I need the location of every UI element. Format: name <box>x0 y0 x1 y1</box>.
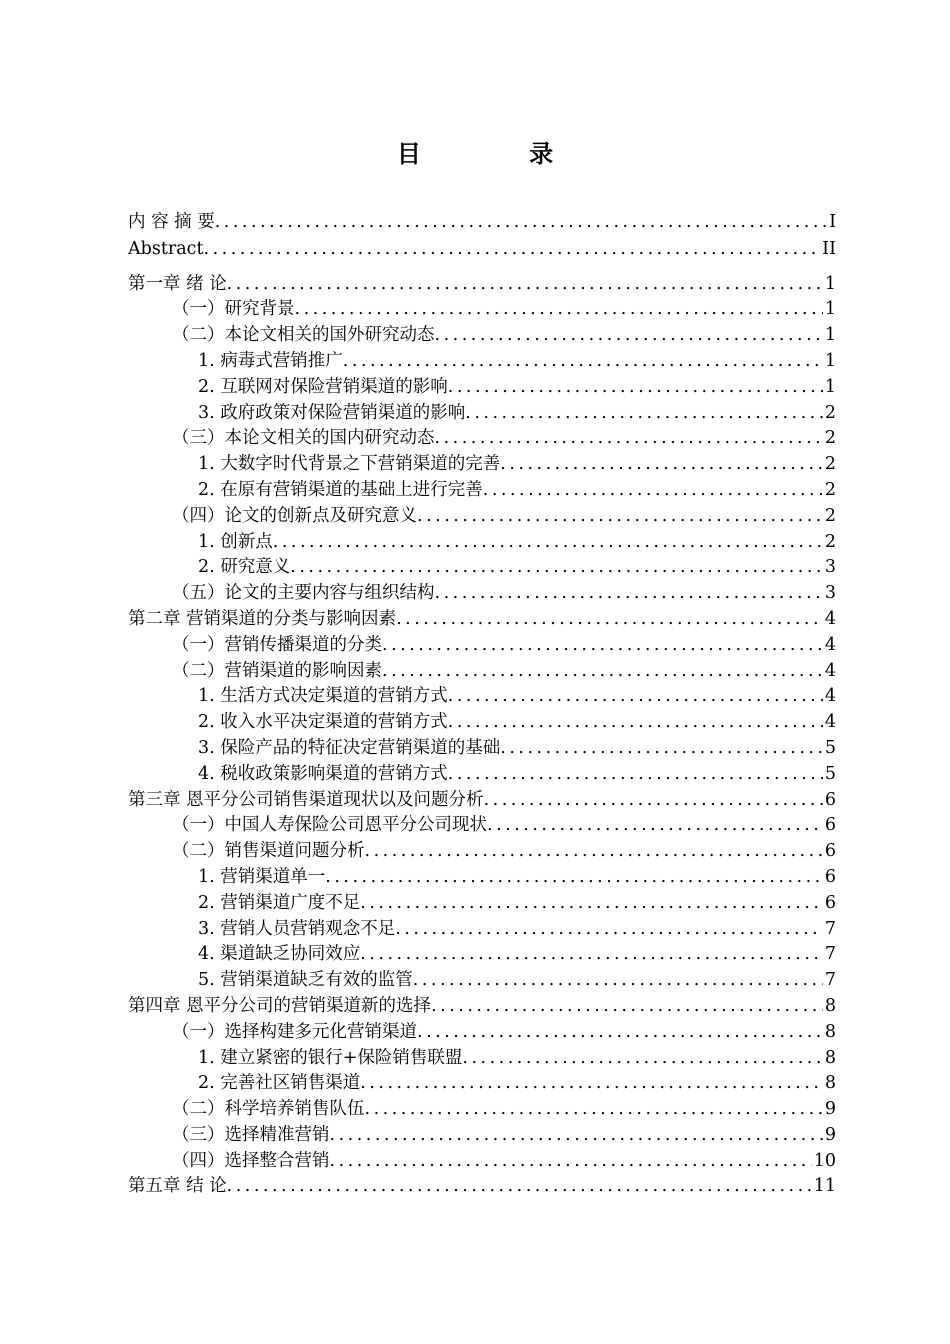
toc-page-number: 3 <box>824 583 836 604</box>
toc-page-number: 8 <box>824 1073 836 1094</box>
dot-leader <box>295 299 823 319</box>
dot-leader <box>290 557 823 577</box>
dot-leader <box>487 815 823 835</box>
toc-entry[interactable] <box>128 992 836 1018</box>
toc-entry[interactable] <box>128 837 836 863</box>
toc-entry-label: 2. 营销渠道广度不足 <box>198 892 361 913</box>
toc-entry-label: 2. 收入水平决定渠道的营销方式 <box>198 712 448 733</box>
toc-entry-label: 第五章 结 论 <box>128 1176 227 1197</box>
toc-page-number: 6 <box>824 815 836 836</box>
toc-entry-label: 第四章 恩平分公司的营销渠道新的选择 <box>128 995 432 1016</box>
toc-page-number: 3 <box>824 557 836 578</box>
toc-entry[interactable] <box>128 760 836 786</box>
toc-page-number: 9 <box>824 1124 836 1145</box>
toc-entry-label: （一）研究背景 <box>172 299 295 320</box>
toc-page-number: 2 <box>824 428 836 449</box>
dot-leader <box>330 1125 823 1145</box>
toc-page-number: 7 <box>824 918 836 939</box>
toc-entry[interactable] <box>128 208 836 234</box>
toc-entry-label: 内 容 摘 要 <box>128 212 215 232</box>
toc-page-number: 6 <box>824 841 836 862</box>
toc-entry-label: 5. 营销渠道缺乏有效的监管 <box>198 970 413 991</box>
toc-entry-label: 2. 互联网对保险营销渠道的影响 <box>198 376 448 397</box>
dot-leader <box>330 1151 812 1171</box>
toc-entry[interactable] <box>128 424 836 450</box>
dot-leader <box>395 919 823 939</box>
toc-page-number: 1 <box>824 273 836 294</box>
toc-page-number: 9 <box>824 1099 836 1120</box>
toc-entry[interactable] <box>128 270 836 296</box>
dot-leader <box>365 1099 823 1119</box>
toc-entry-label: （一）营销传播渠道的分类 <box>172 634 382 655</box>
toc-entry[interactable] <box>128 1069 836 1095</box>
dot-leader <box>227 274 823 294</box>
toc-page-number: 4 <box>824 712 836 733</box>
dot-leader <box>483 480 823 500</box>
toc-page-number: 6 <box>824 892 836 913</box>
toc-entry-label: （三）本论文相关的国内研究动态 <box>172 428 435 449</box>
toc-entry-label: 1. 建立紧密的银行+保险销售联盟 <box>198 1047 463 1068</box>
dot-leader <box>448 712 823 732</box>
toc-page-number: 5 <box>824 763 836 784</box>
toc-entry[interactable] <box>128 502 836 528</box>
toc-page-number: 1 <box>824 299 836 320</box>
toc-entry-label: （四）论文的创新点及研究意义 <box>172 505 417 526</box>
toc-entry-label: （二）本论文相关的国外研究动态 <box>172 325 435 346</box>
dot-leader <box>435 583 823 603</box>
toc-entry-label: 4. 渠道缺乏协同效应 <box>198 944 361 965</box>
toc-entry[interactable] <box>128 476 836 502</box>
toc-entry[interactable] <box>128 682 836 708</box>
toc-page-number: 2 <box>824 402 836 423</box>
dot-leader <box>204 239 821 259</box>
toc-entry[interactable] <box>128 863 836 889</box>
dot-leader <box>343 351 823 371</box>
toc-entry-label: （二）销售渠道问题分析 <box>172 841 365 862</box>
toc-page-number: 1 <box>824 350 836 371</box>
toc-entry[interactable] <box>128 450 836 476</box>
toc-entry[interactable] <box>128 605 836 631</box>
dot-leader <box>465 403 823 423</box>
toc-entry-label: 第一章 绪 论 <box>128 273 227 294</box>
toc-page-number: 4 <box>824 634 836 655</box>
toc-entry-label: （一）选择构建多元化营销渠道 <box>172 1021 417 1042</box>
toc-entry[interactable] <box>128 811 836 837</box>
toc-page-number: II <box>822 238 836 259</box>
toc-entry-label: 2. 研究意义 <box>198 557 291 578</box>
toc-entry[interactable] <box>128 889 836 915</box>
dot-leader <box>325 867 823 887</box>
dot-leader <box>417 506 823 526</box>
dot-leader <box>435 325 823 345</box>
toc-entry[interactable] <box>128 1044 836 1070</box>
toc-entry[interactable] <box>128 373 836 399</box>
dot-leader <box>431 996 823 1016</box>
toc-page-number: 6 <box>824 789 836 810</box>
toc-entry-label: Abstract <box>128 238 204 259</box>
dot-leader <box>413 970 823 990</box>
toc-page-number: 4 <box>824 660 836 681</box>
dot-leader <box>448 686 823 706</box>
toc-entry[interactable] <box>128 657 836 683</box>
toc-entry[interactable] <box>128 399 836 425</box>
toc-entry-label: 1. 病毒式营销推广 <box>198 350 343 371</box>
dot-leader <box>500 738 823 758</box>
toc-entry[interactable] <box>128 528 836 554</box>
toc-page-number: 10 <box>813 1150 836 1171</box>
dot-leader <box>273 532 823 552</box>
toc-entry[interactable] <box>128 734 836 760</box>
toc-entry[interactable] <box>128 1018 836 1044</box>
toc-entry[interactable] <box>128 579 836 605</box>
dot-leader <box>448 377 823 397</box>
toc-page-number: 1 <box>824 376 836 397</box>
toc-entry-label: （二）营销渠道的影响因素 <box>172 660 382 681</box>
toc-page-number: 7 <box>824 970 836 991</box>
toc-page-number: 5 <box>824 737 836 758</box>
toc-entry-label: 第三章 恩平分公司销售渠道现状以及问题分析 <box>128 789 484 810</box>
toc-entry[interactable] <box>128 321 836 347</box>
toc-entry[interactable] <box>128 915 836 941</box>
toc-page-number: 4 <box>824 686 836 707</box>
dot-leader <box>417 1022 823 1042</box>
toc-entry[interactable] <box>128 1095 836 1121</box>
toc-page-number: 11 <box>813 1176 836 1197</box>
toc-entry-label: 第二章 营销渠道的分类与影响因素 <box>128 608 397 629</box>
dot-leader <box>396 609 823 629</box>
toc-page-number: 2 <box>824 454 836 475</box>
toc-page-number: 4 <box>824 608 836 629</box>
toc-entry-label: 1. 创新点 <box>198 531 273 552</box>
toc-entry[interactable] <box>128 1172 836 1198</box>
toc-entry-label: 1. 大数字时代背景之下营销渠道的完善 <box>198 454 501 475</box>
table-of-contents <box>128 208 836 1198</box>
toc-page-number: 8 <box>824 995 836 1016</box>
dot-leader <box>462 1048 822 1068</box>
toc-entry-label: 2. 完善社区销售渠道 <box>198 1073 361 1094</box>
toc-entry-label: 3. 营销人员营销观念不足 <box>198 918 396 939</box>
toc-entry[interactable] <box>128 708 836 734</box>
toc-entry-label: （三）选择精准营销 <box>172 1124 330 1145</box>
toc-entry[interactable] <box>128 940 836 966</box>
toc-entry[interactable] <box>128 1121 836 1147</box>
toc-page-number: 6 <box>824 866 836 887</box>
toc-entry[interactable] <box>128 631 836 657</box>
toc-entry[interactable] <box>128 553 836 579</box>
dot-leader <box>215 212 827 232</box>
dot-leader <box>448 764 823 784</box>
toc-page-number: 8 <box>824 1047 836 1068</box>
toc-entry-label: （五）论文的主要内容与组织结构 <box>172 583 435 604</box>
dot-leader <box>360 1073 823 1093</box>
dot-leader <box>382 635 823 655</box>
toc-entry[interactable] <box>128 786 836 812</box>
toc-entry-label: 1. 营销渠道单一 <box>198 866 326 887</box>
toc-title: 目 录 <box>396 139 604 168</box>
dot-leader <box>484 790 823 810</box>
toc-page-number: 8 <box>824 1021 836 1042</box>
toc-page-number: 7 <box>824 944 836 965</box>
toc-entry-label: 3. 保险产品的特征决定营销渠道的基础 <box>198 737 501 758</box>
toc-entry-label: 4. 税收政策影响渠道的营销方式 <box>198 763 448 784</box>
toc-entry-label: （二）科学培养销售队伍 <box>172 1099 365 1120</box>
toc-entry-label: 3. 政府政策对保险营销渠道的影响 <box>198 402 466 423</box>
toc-entry[interactable] <box>128 966 836 992</box>
toc-entry-label: （一）中国人寿保险公司恩平分公司现状 <box>172 815 487 836</box>
toc-page-number: I <box>829 212 836 232</box>
toc-page-number: 2 <box>824 531 836 552</box>
toc-page-number: 2 <box>824 505 836 526</box>
dot-leader <box>382 661 823 681</box>
dot-leader <box>360 893 823 913</box>
dot-leader <box>227 1176 812 1196</box>
toc-entry[interactable] <box>128 347 836 373</box>
toc-page-number: 2 <box>824 479 836 500</box>
toc-entry-label: （四）选择整合营销 <box>172 1150 330 1171</box>
toc-page-number: 1 <box>824 325 836 346</box>
toc-entry-label: 2. 在原有营销渠道的基础上进行完善 <box>198 479 483 500</box>
dot-leader <box>365 841 823 861</box>
dot-leader <box>360 944 823 964</box>
toc-entry[interactable] <box>128 1147 836 1173</box>
dot-leader <box>435 428 823 448</box>
toc-entry-label: 1. 生活方式决定渠道的营销方式 <box>198 686 448 707</box>
toc-entry[interactable] <box>128 239 836 265</box>
toc-entry[interactable] <box>128 295 836 321</box>
dot-leader <box>500 454 823 474</box>
